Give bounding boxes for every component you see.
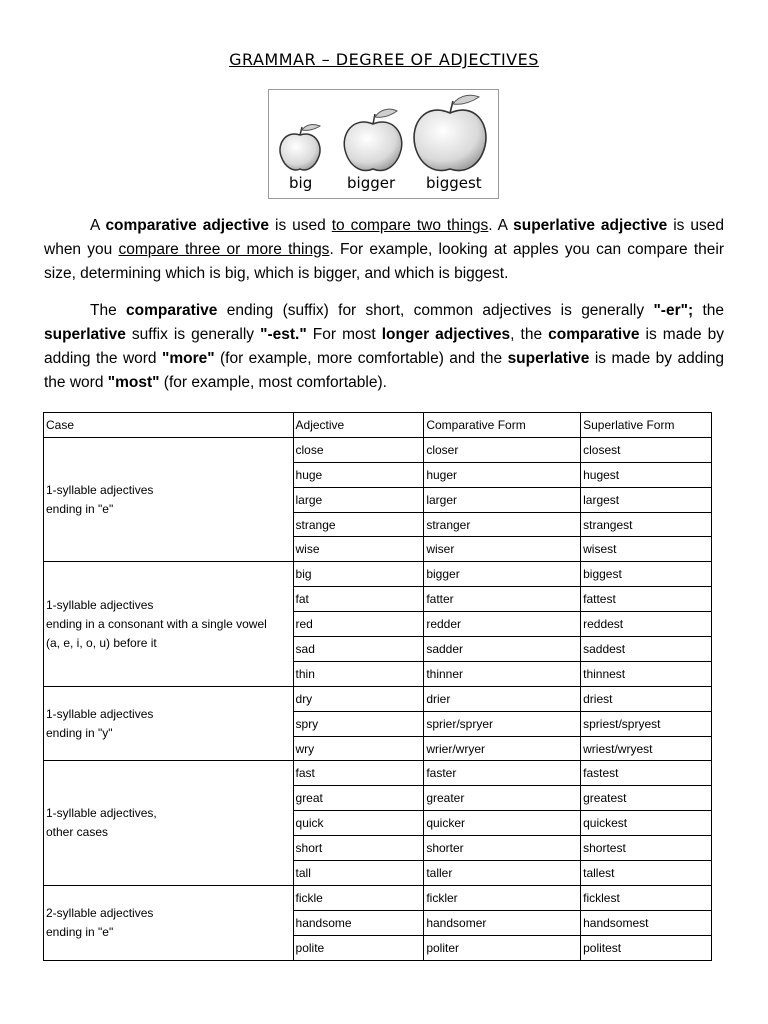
adjective-cell: spry [293, 711, 424, 736]
superlative-cell: fattest [581, 587, 712, 612]
paragraph-line: A comparative adjective is used to compare two things. A superlative adjective is used [90, 217, 724, 234]
header-comparative: Comparative Form [424, 413, 581, 438]
comparative-cell: taller [424, 861, 581, 886]
adjective-cell: polite [293, 935, 424, 960]
adjective-cell: red [293, 612, 424, 637]
comparative-cell: closer [424, 437, 581, 462]
superlative-cell: wriest/wryest [581, 736, 712, 761]
label-bigger: bigger [347, 174, 396, 192]
superlative-cell: thinnest [581, 661, 712, 686]
comparative-cell: sadder [424, 637, 581, 662]
adjective-cell: close [293, 437, 424, 462]
comparative-cell: faster [424, 761, 581, 786]
header-case: Case [44, 413, 294, 438]
adjective-cell: fat [293, 587, 424, 612]
paragraph-definitions [44, 214, 724, 286]
comparative-cell: handsomer [424, 910, 581, 935]
adjective-table [43, 412, 712, 961]
paragraph-line: adding the word "more" (for example, more comfortable) and the superlative is made by adding [44, 350, 725, 367]
comparative-cell: fatter [424, 587, 581, 612]
comparative-cell: greater [424, 786, 581, 811]
adjective-cell: huge [293, 462, 424, 487]
table-header-row [44, 413, 712, 438]
paragraph-line: size, determining which is big, which is bigger, and which is biggest. [44, 265, 509, 282]
comparative-cell: drier [424, 686, 581, 711]
superlative-cell: fastest [581, 761, 712, 786]
superlative-cell: tallest [581, 861, 712, 886]
comparative-cell: sprier/spryer [424, 711, 581, 736]
comparative-cell: stranger [424, 512, 581, 537]
table-row [44, 437, 712, 462]
adjective-cell: large [293, 487, 424, 512]
comparative-cell: bigger [424, 562, 581, 587]
header-adjective: Adjective [293, 413, 424, 438]
superlative-cell: politest [581, 935, 712, 960]
table-row [44, 686, 712, 711]
paragraph-line: when you compare three or more things. For example, looking at apples you can compare their [44, 241, 724, 258]
superlative-cell: hugest [581, 462, 712, 487]
superlative-cell: strangest [581, 512, 712, 537]
comparative-cell: quicker [424, 811, 581, 836]
comparative-cell: wrier/wryer [424, 736, 581, 761]
label-biggest: biggest [426, 174, 482, 192]
adjective-cell: thin [293, 661, 424, 686]
case-cell: 1-syllable adjectives ending in "e" [44, 437, 294, 561]
adjective-cell: sad [293, 637, 424, 662]
medium-apple-icon [344, 109, 402, 170]
superlative-cell: ficklest [581, 885, 712, 910]
paragraph-line: The comparative ending (suffix) for short, common adjectives is generally "-er"; the [90, 302, 725, 319]
adjective-cell: great [293, 786, 424, 811]
adjective-cell: wise [293, 537, 424, 562]
case-cell: 1-syllable adjectives, other cases [44, 761, 294, 885]
superlative-cell: wisest [581, 537, 712, 562]
paragraph-line: superlative suffix is generally "-est." For most longer adjectives, the comparative is made by [44, 326, 725, 343]
paragraph-line: the word "most" (for example, most comfortable). [44, 374, 387, 391]
adjective-cell: fickle [293, 885, 424, 910]
paragraph-rules [44, 299, 724, 395]
adjective-cell: quick [293, 811, 424, 836]
case-cell: 1-syllable adjectives ending in a consonant with a single vowel (a, e, i, o, u) before it [44, 562, 294, 686]
adjective-cell: big [293, 562, 424, 587]
case-cell: 2-syllable adjectives ending in "e" [44, 885, 294, 960]
adjective-cell: strange [293, 512, 424, 537]
comparative-cell: wiser [424, 537, 581, 562]
superlative-cell: biggest [581, 562, 712, 587]
comparative-cell: redder [424, 612, 581, 637]
comparative-cell: thinner [424, 661, 581, 686]
adjective-cell: handsome [293, 910, 424, 935]
label-big: big [289, 174, 313, 192]
table-row [44, 562, 712, 587]
header-superlative: Superlative Form [581, 413, 712, 438]
big-apple-icon [414, 95, 486, 170]
comparative-cell: huger [424, 462, 581, 487]
superlative-cell: spriest/spryest [581, 711, 712, 736]
small-apple-icon [280, 125, 320, 170]
case-cell: 1-syllable adjectives ending in "y" [44, 686, 294, 761]
apples-figure [268, 89, 499, 199]
adjective-cell: tall [293, 861, 424, 886]
adjective-cell: wry [293, 736, 424, 761]
superlative-cell: handsomest [581, 910, 712, 935]
superlative-cell: largest [581, 487, 712, 512]
table-row [44, 761, 712, 786]
superlative-cell: quickest [581, 811, 712, 836]
superlative-cell: closest [581, 437, 712, 462]
table-row [44, 885, 712, 910]
page-title: GRAMMAR – DEGREE OF ADJECTIVES [229, 50, 539, 69]
superlative-cell: greatest [581, 786, 712, 811]
adjective-cell: dry [293, 686, 424, 711]
superlative-cell: driest [581, 686, 712, 711]
superlative-cell: reddest [581, 612, 712, 637]
comparative-cell: politer [424, 935, 581, 960]
comparative-cell: fickler [424, 885, 581, 910]
comparative-cell: larger [424, 487, 581, 512]
comparative-cell: shorter [424, 836, 581, 861]
adjective-cell: fast [293, 761, 424, 786]
superlative-cell: shortest [581, 836, 712, 861]
superlative-cell: saddest [581, 637, 712, 662]
adjective-cell: short [293, 836, 424, 861]
